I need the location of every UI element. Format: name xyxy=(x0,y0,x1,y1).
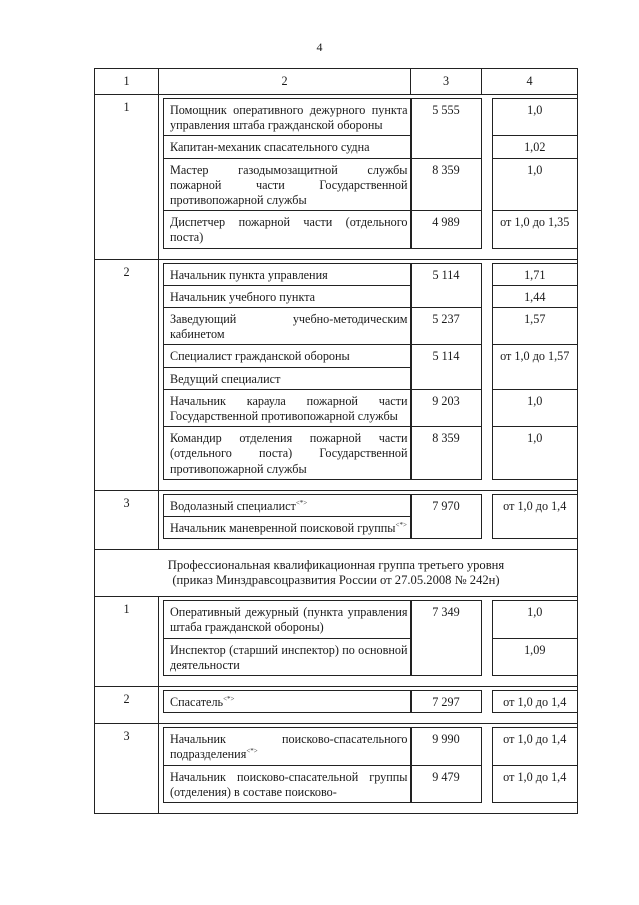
position-name xyxy=(163,600,411,638)
positions-cell xyxy=(159,95,411,260)
footnote-marker: <*> xyxy=(246,747,258,756)
position-name xyxy=(163,345,411,367)
position-name xyxy=(163,427,411,480)
section-header-row xyxy=(95,550,578,597)
salary-value: 7 297 xyxy=(411,690,482,713)
level-number: 1 xyxy=(95,597,159,687)
positions-cell xyxy=(159,687,411,724)
qualification-level-row xyxy=(95,490,578,549)
position-name xyxy=(163,159,411,212)
position-name xyxy=(163,390,411,427)
salary-value xyxy=(411,136,482,158)
position-name xyxy=(163,98,411,136)
positions-cell xyxy=(159,724,411,814)
salary-value: 5 114 xyxy=(411,263,482,286)
page-number: 4 xyxy=(316,40,323,54)
position-name-text: Начальник маневренной поисковой группы xyxy=(170,521,396,536)
coefficient-value: 1,09 xyxy=(492,639,578,676)
coefficient-cell xyxy=(482,597,578,687)
header-col-1: 1 xyxy=(95,69,159,95)
salary-cell xyxy=(411,259,482,490)
coefficient-cell xyxy=(482,687,578,724)
level-number: 2 xyxy=(95,259,159,490)
position-name xyxy=(163,494,411,517)
position-name-text: Начальник поисково-спасательного подразделения xyxy=(170,732,408,762)
salary-cell xyxy=(411,95,482,260)
coefficient-value: 1,57 xyxy=(492,308,578,345)
footnote-marker: <*> xyxy=(295,498,308,507)
position-name-text: Капитан-механик спасательного судна xyxy=(170,140,370,155)
salary-value: 5 555 xyxy=(411,98,482,136)
coefficient-cell xyxy=(482,259,578,490)
salary-value: 8 359 xyxy=(411,159,482,212)
coefficient-value: от 1,0 до 1,4 xyxy=(492,766,578,803)
coefficient-cell xyxy=(482,95,578,260)
salary-value xyxy=(411,517,482,539)
positions-cell xyxy=(159,597,411,687)
position-name-text: Оперативный дежурный (пункта управления штаба гражданской обороны) xyxy=(170,605,408,635)
salary-value: 9 990 xyxy=(411,727,482,765)
position-name xyxy=(163,211,411,248)
section-title-line-2: (приказ Минздравсоцразвития России от 27.05.2008 № 242н) xyxy=(172,573,500,588)
position-name xyxy=(163,639,411,676)
qualification-level-row xyxy=(95,687,578,724)
position-name xyxy=(163,517,411,539)
coefficient-value: 1,02 xyxy=(492,136,578,158)
positions-cell xyxy=(159,259,411,490)
salary-value xyxy=(411,368,482,390)
position-name xyxy=(163,766,411,803)
salary-cell xyxy=(411,597,482,687)
salary-value xyxy=(411,639,482,676)
coefficient-value: 1,71 xyxy=(492,263,578,286)
position-name-text: Водолазный специалист xyxy=(170,498,296,513)
coefficient-cell xyxy=(482,490,578,549)
position-name-text: Спасатель xyxy=(170,695,224,710)
header-col-4: 4 xyxy=(482,69,578,95)
header-col-3: 3 xyxy=(411,69,482,95)
coefficient-value xyxy=(492,517,578,539)
position-name-text: Диспетчер пожарной части (отдельного поста) xyxy=(170,215,408,245)
position-salary-table xyxy=(94,68,578,814)
position-name-text: Начальник учебного пункта xyxy=(170,289,316,304)
qualification-level-row xyxy=(95,95,578,260)
level-number: 3 xyxy=(95,490,159,549)
salary-cell xyxy=(411,724,482,814)
level-number: 3 xyxy=(95,724,159,814)
header-col-2: 2 xyxy=(159,69,411,95)
coefficient-value xyxy=(492,368,578,390)
position-name-text: Помощник оперативного дежурного пункта управления штаба гражданской обороны xyxy=(170,103,408,133)
coefficient-value: 1,44 xyxy=(492,286,578,308)
footnote-marker: <*> xyxy=(395,521,407,530)
section-title xyxy=(95,550,578,597)
position-name-text: Ведущий специалист xyxy=(170,371,281,386)
coefficient-value: от 1,0 до 1,4 xyxy=(492,494,578,517)
salary-cell xyxy=(411,490,482,549)
position-name xyxy=(163,368,411,390)
position-name xyxy=(163,690,411,713)
qualification-level-row xyxy=(95,724,578,814)
coefficient-value: 1,0 xyxy=(492,98,578,136)
coefficient-value: от 1,0 до 1,35 xyxy=(492,211,578,248)
coefficient-cell xyxy=(482,724,578,814)
coefficient-value: 1,0 xyxy=(492,600,578,638)
salary-value xyxy=(411,286,482,308)
position-name-text: Заведующий учебно-методическим кабинетом xyxy=(170,312,408,342)
level-number: 1 xyxy=(95,95,159,260)
salary-value: 5 114 xyxy=(411,345,482,367)
position-name xyxy=(163,263,411,286)
coefficient-value: от 1,0 до 1,4 xyxy=(492,690,578,713)
position-name xyxy=(163,286,411,308)
salary-value: 9 203 xyxy=(411,390,482,427)
table-header-row xyxy=(95,69,578,95)
position-name-text: Командир отделения пожарной части (отдельного поста) Государственной противопожарной службы xyxy=(170,431,408,476)
level-number: 2 xyxy=(95,687,159,724)
qualification-level-row xyxy=(95,597,578,687)
salary-value: 9 479 xyxy=(411,766,482,803)
position-name-text: Начальник пункта управления xyxy=(170,267,328,282)
salary-value: 4 989 xyxy=(411,211,482,248)
footnote-marker: <*> xyxy=(223,695,235,704)
coefficient-value: от 1,0 до 1,57 xyxy=(492,345,578,367)
position-name-text: Инспектор (старший инспектор) по основной деятельности xyxy=(170,642,408,672)
salary-value: 7 970 xyxy=(411,494,482,517)
position-name-text: Начальник караула пожарной части Государственной противопожарной службы xyxy=(170,393,408,424)
position-name-text: Начальник поисково-спасательной группы (отделения) в составе поисково- xyxy=(170,769,408,799)
salary-value: 7 349 xyxy=(411,600,482,638)
position-name xyxy=(163,308,411,345)
position-name-text: Специалист гражданской обороны xyxy=(170,349,350,364)
position-name xyxy=(163,727,411,765)
position-name-text: Мастер газодымозащитной службы пожарной части Государственной противопожарной службы xyxy=(170,162,408,208)
coefficient-value: 1,0 xyxy=(492,390,578,427)
salary-value: 5 237 xyxy=(411,308,482,345)
position-name xyxy=(163,136,411,158)
positions-cell xyxy=(159,490,411,549)
salary-value: 8 359 xyxy=(411,427,482,480)
qualification-level-row xyxy=(95,259,578,490)
coefficient-value: 1,0 xyxy=(492,159,578,212)
section-title-line-1: Профессиональная квалификационная группа третьего уровня xyxy=(167,558,505,573)
coefficient-value: 1,0 xyxy=(492,427,578,480)
salary-cell xyxy=(411,687,482,724)
coefficient-value: от 1,0 до 1,4 xyxy=(492,727,578,765)
